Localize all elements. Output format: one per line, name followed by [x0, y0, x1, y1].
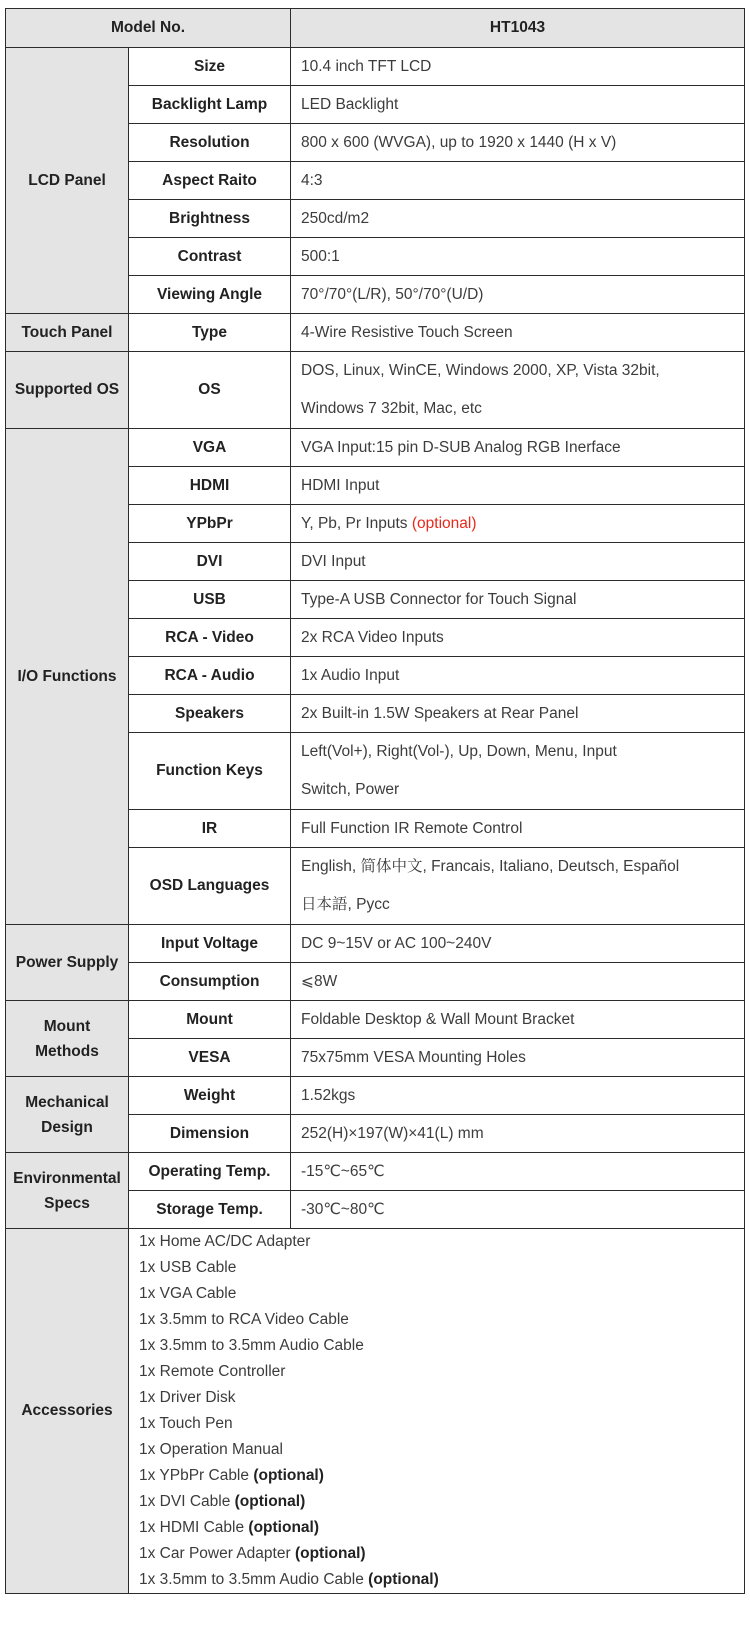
spec-row — [6, 1001, 745, 1039]
spec-row — [6, 352, 745, 429]
spec-value: 2x RCA Video Inputs — [291, 619, 745, 657]
list-item: 1x 3.5mm to 3.5mm Audio Cable — [139, 1337, 364, 1354]
optional-note: (optional) — [368, 1571, 439, 1588]
spec-value-line: 日本語, Pycc — [301, 896, 390, 913]
spec-label: Backlight Lamp — [129, 86, 291, 124]
model-label: Model No. — [6, 9, 291, 48]
spec-value: Type-A USB Connector for Touch Signal — [291, 581, 745, 619]
spec-row — [6, 925, 745, 963]
group-touch-panel: Touch Panel — [6, 314, 129, 352]
spec-value: 4:3 — [291, 162, 745, 200]
spec-value: DVI Input — [291, 543, 745, 581]
spec-value: 800 x 600 (WVGA), up to 1920 x 1440 (H x V) — [291, 124, 745, 162]
list-item: 1x Operation Manual — [139, 1441, 283, 1458]
spec-value — [291, 505, 745, 543]
spec-label: Contrast — [129, 238, 291, 276]
spec-label: Weight — [129, 1077, 291, 1115]
spec-value — [291, 848, 745, 925]
spec-label: Storage Temp. — [129, 1191, 291, 1229]
spec-label: Brightness — [129, 200, 291, 238]
list-item: 1x 3.5mm to 3.5mm Audio Cable (optional) — [139, 1571, 439, 1588]
optional-note: (optional) — [411, 514, 477, 532]
spec-value: HDMI Input — [291, 467, 745, 505]
group-mechanical-design: Mechanical Design — [6, 1077, 129, 1153]
spec-value — [291, 352, 745, 429]
spec-value: ⩽8W — [291, 963, 745, 1001]
group-accessories: Accessories — [6, 1229, 129, 1594]
group-environmental-specs: Environmental Specs — [6, 1153, 129, 1229]
spec-value: Full Function IR Remote Control — [291, 810, 745, 848]
optional-note: (optional) — [294, 1545, 366, 1562]
spec-label: Aspect Raito — [129, 162, 291, 200]
spec-label: Dimension — [129, 1115, 291, 1153]
spec-label: RCA - Video — [129, 619, 291, 657]
spec-value — [291, 733, 745, 810]
spec-value-line: Left(Vol+), Right(Vol-), Up, Down, Menu, Input — [301, 743, 617, 760]
spec-label: Consumption — [129, 963, 291, 1001]
list-item: 1x Touch Pen — [139, 1415, 233, 1432]
spec-label: Type — [129, 314, 291, 352]
spec-row — [6, 1077, 745, 1115]
spec-row — [6, 1229, 745, 1594]
spec-value: 10.4 inch TFT LCD — [291, 48, 745, 86]
optional-note: (optional) — [234, 1493, 306, 1510]
spec-label: OS — [129, 352, 291, 429]
spec-label: Function Keys — [129, 733, 291, 810]
group-power-supply: Power Supply — [6, 925, 129, 1001]
spec-label: RCA - Audio — [129, 657, 291, 695]
spec-value: 75x75mm VESA Mounting Holes — [291, 1039, 745, 1077]
spec-value: 2x Built-in 1.5W Speakers at Rear Panel — [291, 695, 745, 733]
spec-label: OSD Languages — [129, 848, 291, 925]
spec-label: VGA — [129, 429, 291, 467]
spec-label: Operating Temp. — [129, 1153, 291, 1191]
spec-label: IR — [129, 810, 291, 848]
spec-value-line: Windows 7 32bit, Mac, etc — [301, 400, 482, 417]
spec-value: 1x Audio Input — [291, 657, 745, 695]
list-item: 1x YPbPr Cable (optional) — [139, 1467, 324, 1484]
spec-value: LED Backlight — [291, 86, 745, 124]
group-io-functions: I/O Functions — [6, 429, 129, 925]
spec-value: VGA Input:15 pin D-SUB Analog RGB Inerface — [291, 429, 745, 467]
spec-value-line: Switch, Power — [301, 781, 400, 798]
spec-value: -15℃~65℃ — [291, 1153, 745, 1191]
list-item: 1x DVI Cable (optional) — [139, 1493, 306, 1510]
list-item: 1x Remote Controller — [139, 1363, 286, 1380]
spec-value-line: DOS, Linux, WinCE, Windows 2000, XP, Vista 32bit, — [301, 362, 660, 379]
spec-value: 250cd/m2 — [291, 200, 745, 238]
group-supported-os: Supported OS — [6, 352, 129, 429]
spec-label: USB — [129, 581, 291, 619]
spec-label: DVI — [129, 543, 291, 581]
list-item: 1x Driver Disk — [139, 1389, 236, 1406]
spec-value: 4-Wire Resistive Touch Screen — [291, 314, 745, 352]
spec-value: 252(H)×197(W)×41(L) mm — [291, 1115, 745, 1153]
spec-row — [6, 429, 745, 467]
optional-note: (optional) — [253, 1467, 324, 1484]
spec-label: Input Voltage — [129, 925, 291, 963]
spec-value: 70°/70°(L/R), 50°/70°(U/D) — [291, 276, 745, 314]
list-item: 1x 3.5mm to RCA Video Cable — [139, 1311, 349, 1328]
list-item: 1x Car Power Adapter (optional) — [139, 1545, 366, 1562]
spec-label: HDMI — [129, 467, 291, 505]
spec-value: -30℃~80℃ — [291, 1191, 745, 1229]
spec-label: VESA — [129, 1039, 291, 1077]
spec-row — [6, 48, 745, 86]
spec-label: Resolution — [129, 124, 291, 162]
accessories-list — [129, 1229, 745, 1594]
group-lcd-panel: LCD Panel — [6, 48, 129, 314]
list-item: 1x VGA Cable — [139, 1285, 237, 1302]
spec-value: 1.52kgs — [291, 1077, 745, 1115]
spec-table — [5, 8, 745, 1594]
spec-row — [6, 1153, 745, 1191]
list-item: 1x Home AC/DC Adapter — [139, 1233, 311, 1250]
model-value: HT1043 — [291, 9, 745, 48]
spec-value: DC 9~15V or AC 100~240V — [291, 925, 745, 963]
spec-value-text: Y, Pb, Pr Inputs — [301, 514, 412, 532]
spec-label: Viewing Angle — [129, 276, 291, 314]
list-item: 1x USB Cable — [139, 1259, 237, 1276]
spec-value: 500:1 — [291, 238, 745, 276]
header-row — [6, 9, 745, 48]
list-item: 1x HDMI Cable (optional) — [139, 1519, 319, 1536]
spec-label: Size — [129, 48, 291, 86]
spec-label: YPbPr — [129, 505, 291, 543]
optional-note: (optional) — [248, 1519, 319, 1536]
spec-label: Mount — [129, 1001, 291, 1039]
spec-value: Foldable Desktop & Wall Mount Bracket — [291, 1001, 745, 1039]
spec-value-line: English, 简体中文, Francais, Italiano, Deutsch, Español — [301, 858, 680, 875]
spec-label: Speakers — [129, 695, 291, 733]
spec-row — [6, 314, 745, 352]
group-mount-methods: Mount Methods — [6, 1001, 129, 1077]
